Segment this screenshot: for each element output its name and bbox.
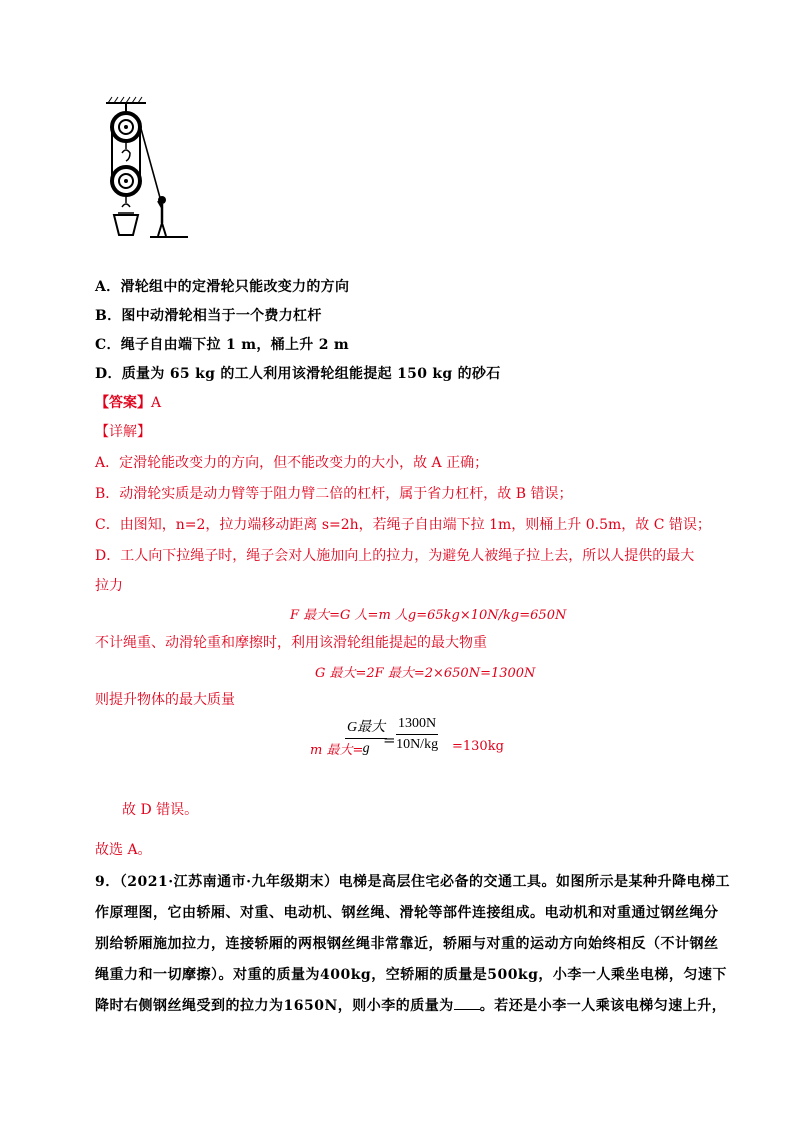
question-9-line2: 作原理图，它由轿厢、对重、电动机、钢丝绳、滑轮等部件连接组成。电动机和对重通过钢丝绳分	[95, 905, 719, 921]
explanation-d-line2: 拉力	[95, 578, 123, 594]
pulley-diagram	[100, 95, 195, 245]
fraction-weight-over-g	[345, 716, 387, 757]
equation-max-weight: G 最大=2F 最大=2×650N=1300N	[315, 666, 536, 681]
fraction-value-denominator: 10N/kg	[396, 737, 439, 752]
explanation-max-weight: 不计绳重、动滑轮重和摩擦时，利用该滑轮组能提起的最大物重	[95, 635, 487, 651]
fraction-numerator: G最大	[345, 716, 387, 739]
explanation-c: C．由图知，n=2，拉力端移动距离 s=2h，若绳子自由端下拉 1m，则桶上升 0.5m，故 C 错误；	[95, 517, 711, 533]
option-a: A．滑轮组中的定滑轮只能改变力的方向	[95, 279, 350, 295]
equation-mass-rhs: =130kg	[452, 739, 504, 754]
explanation-max-mass: 则提升物体的最大质量	[95, 692, 235, 708]
final-choice: 故选 A。	[95, 842, 152, 858]
equation-max-force: F 最大=G 人=m 人g=65kg×10N/kg=650N	[290, 608, 567, 623]
explanation-d-line1: D．工人向下拉绳子时，绳子会对人施加向上的拉力，为避免人被绳子拉上去，所以人提供的最大	[95, 548, 695, 564]
question-number: 9．	[95, 874, 120, 890]
explanation-b: B．动滑轮实质是动力臂等于阻力臂二倍的杠杆，属于省力杠杆，故 B 错误；	[95, 486, 573, 502]
fraction-values	[396, 716, 438, 753]
option-b: B．图中动滑轮相当于一个费力杠杆	[95, 308, 322, 324]
answer-blank[interactable]	[454, 997, 480, 1010]
question-9-line4: 绳重力和一切摩擦）。对重的质量为400kg，空轿厢的质量是500kg，小李一人乘坐电梯，匀速下	[95, 967, 727, 983]
answer-label: 【答案】	[95, 395, 151, 411]
question-text-before-blank: 降时右侧钢丝绳受到的拉力为1650N，则小李的质量为	[95, 998, 454, 1014]
fraction-value-numerator: 1300N	[396, 716, 438, 735]
question-text-after-blank: 。若还是小李一人乘该电梯匀速上升，	[479, 998, 727, 1014]
explanation-d-conclusion: 故 D 错误。	[122, 802, 199, 818]
detail-label: 【详解】	[95, 424, 151, 440]
answer-value: A	[151, 395, 162, 411]
question-text: （2021·江苏南通市·九年级期末）电梯是高层住宅必备的交通工具。如图所示是某种升降电梯工	[119, 874, 730, 890]
question-9-line1	[95, 871, 730, 891]
equals-sign: =	[383, 731, 396, 749]
fraction-denominator: g	[362, 741, 370, 756]
option-d: D．质量为 65 kg 的工人利用该滑轮组能提起 150 kg 的砂石	[95, 366, 501, 382]
answer-line	[95, 392, 161, 412]
question-9-line5	[95, 995, 726, 1015]
option-c: C．绳子自由端下拉 1 m，桶上升 2 m	[95, 337, 350, 353]
question-9-line3: 别给轿厢施加拉力，连接轿厢的两根钢丝绳非常靠近，轿厢与对重的运动方向始终相反（不计钢丝	[95, 936, 719, 952]
equation-mass-lhs: m 最大=	[310, 743, 364, 758]
explanation-a: A．定滑轮能改变力的方向，但不能改变力的大小，故 A 正确；	[95, 455, 489, 471]
